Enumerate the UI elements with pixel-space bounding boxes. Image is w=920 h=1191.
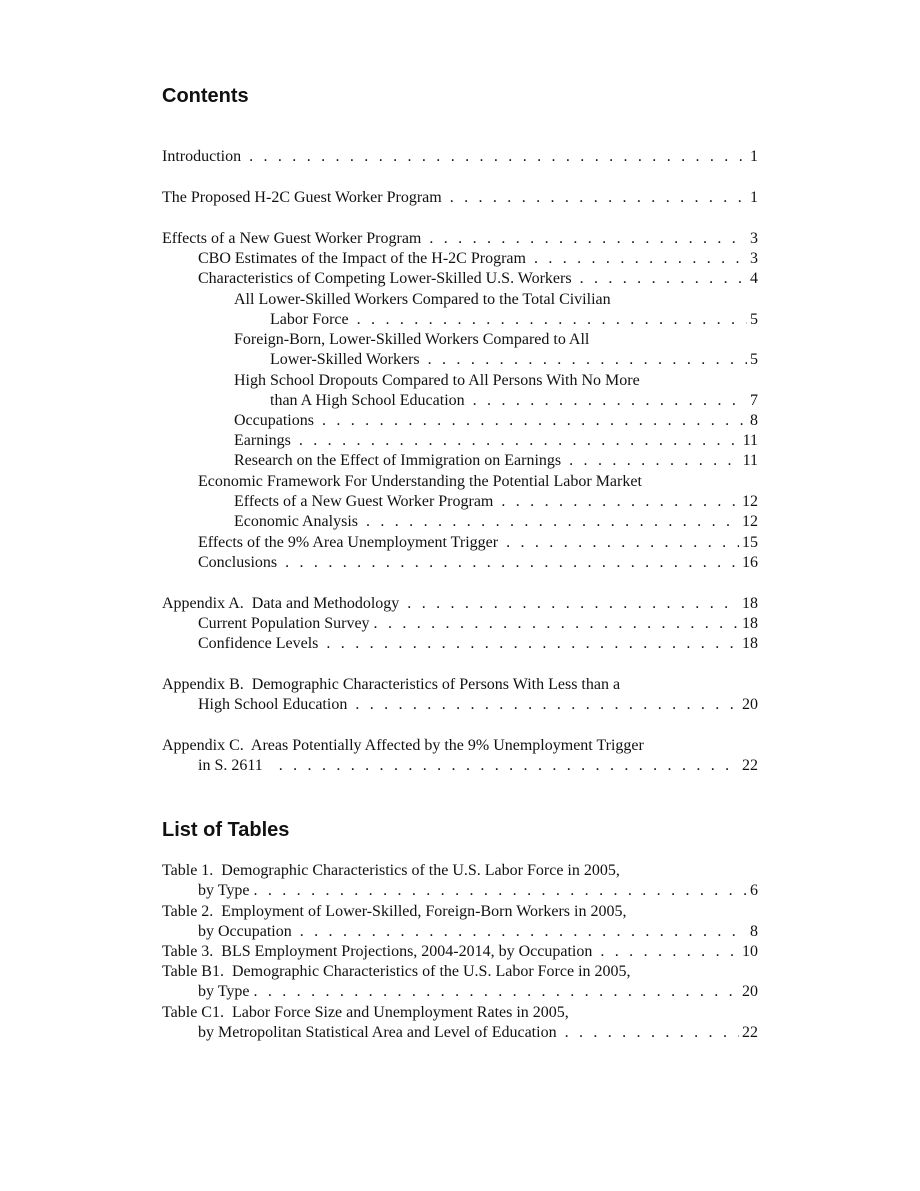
lot-entry-title-line1: Table 2. Employment of Lower-Skilled, Foreign-Born Workers in 2005, [162, 903, 627, 920]
toc-entry-appendix-a[interactable] [162, 594, 758, 614]
lot-entry-page: 22 [742, 1024, 758, 1041]
lot-entry-title: Table 3. BLS Employment Projections, 2004-2014, by Occupation [162, 943, 593, 960]
toc-entry-title-line2: than A High School Education [270, 392, 465, 409]
dot-leader [580, 269, 747, 289]
lot-entry-title-line2: by Occupation [198, 923, 292, 940]
toc-entry-page: 11 [742, 432, 758, 449]
list-of-tables-heading: List of Tables [162, 819, 290, 841]
toc-entry-page: 5 [750, 311, 758, 328]
toc-entry-page: 1 [750, 189, 758, 206]
dot-leader [357, 310, 747, 330]
lot-entry-table-3[interactable] [162, 942, 758, 962]
toc-entry-earnings[interactable] [162, 431, 758, 451]
toc-entry-page: 5 [750, 351, 758, 368]
toc-entry-h2c-program[interactable] [162, 188, 758, 208]
dot-leader [285, 553, 739, 573]
dot-leader [300, 922, 747, 942]
toc-entry-conclusions[interactable] [162, 553, 758, 573]
toc-entry-economic-analysis[interactable] [162, 512, 758, 532]
dot-leader [279, 756, 739, 776]
toc-entry-title: Research on the Effect of Immigration on Earnings [234, 452, 562, 469]
toc-entry-appendix-c[interactable] [162, 736, 758, 776]
dot-leader [428, 350, 747, 370]
toc-entry-title: Effects of a New Guest Worker Program [162, 230, 422, 247]
dot-leader [450, 188, 747, 208]
toc-entry-page: 15 [742, 534, 758, 551]
toc-entry-cbo-estimates[interactable] [162, 249, 758, 269]
lot-entry-table-b1[interactable] [162, 962, 758, 1002]
toc-entry-unemployment-trigger[interactable] [162, 533, 758, 553]
lot-entry-page: 20 [742, 983, 758, 1000]
toc-entry-title: Effects of a New Guest Worker Program [234, 493, 494, 510]
lot-entry-page: 10 [742, 943, 758, 960]
toc-entry-hs-dropouts[interactable] [162, 371, 758, 411]
toc-entry-page: 16 [742, 554, 758, 571]
toc-entry-title: Confidence Levels [198, 635, 319, 652]
toc-entry-page: 18 [742, 635, 758, 652]
toc-entry-title: Characteristics of Competing Lower-Skilled U.S. Workers [198, 270, 572, 287]
dot-leader [534, 249, 747, 269]
dot-leader [326, 634, 739, 654]
toc-entry-title: Economic Analysis [234, 513, 358, 530]
toc-entry-title: Occupations [234, 412, 314, 429]
dot-leader [355, 695, 739, 715]
toc-entry-title-line1: High School Dropouts Compared to All Persons With No More [234, 372, 640, 389]
lot-entry-title-line1: Table B1. Demographic Characteristics of the U.S. Labor Force in 2005, [162, 963, 631, 980]
toc-entry-page: 12 [742, 493, 758, 510]
dot-leader [253, 881, 747, 901]
dot-leader [299, 431, 740, 451]
dot-leader [407, 594, 739, 614]
toc-entry-title-line1: Appendix C. Areas Potentially Affected by the 9% Unemployment Trigger [162, 737, 644, 754]
toc-entry-title-line2: in S. 2611 [198, 757, 263, 774]
toc-entry-page: 11 [742, 452, 758, 469]
toc-entry-effects-guest-worker[interactable] [162, 229, 758, 249]
toc-entry-page: 8 [750, 412, 758, 429]
toc-entry-page: 20 [742, 696, 758, 713]
toc-entry-title: Economic Framework For Understanding the Potential Labor Market [198, 473, 642, 490]
contents-heading: Contents [162, 85, 249, 107]
lot-entry-table-c1[interactable] [162, 1003, 758, 1043]
dot-leader [600, 942, 739, 962]
lot-entry-title-line2: by Type [198, 983, 250, 1000]
toc-entry-title-line2: Labor Force [270, 311, 349, 328]
toc-entry-characteristics[interactable] [162, 269, 758, 289]
toc-entry-page: 18 [742, 595, 758, 612]
dot-leader [506, 533, 739, 553]
dot-leader [253, 982, 739, 1002]
toc-entry-occupations[interactable] [162, 411, 758, 431]
toc-entry-page: 3 [750, 250, 758, 267]
toc-entry-page: 22 [742, 757, 758, 774]
dot-leader [366, 512, 739, 532]
toc-entry-economic-framework[interactable] [162, 472, 758, 492]
lot-entry-page: 6 [750, 882, 758, 899]
toc-entry-cps[interactable] [162, 614, 758, 634]
lot-entry-title-line1: Table C1. Labor Force Size and Unemployment Rates in 2005, [162, 1004, 569, 1021]
toc-entry-page: 7 [750, 392, 758, 409]
lot-entry-title-line2: by Metropolitan Statistical Area and Level of Education [198, 1024, 557, 1041]
lot-entry-title-line1: Table 1. Demographic Characteristics of the U.S. Labor Force in 2005, [162, 862, 620, 879]
toc-entry-title: Effects of the 9% Area Unemployment Trigger [198, 534, 499, 551]
toc-entry-title-line1: Appendix B. Demographic Characteristics of Persons With Less than a [162, 676, 621, 693]
toc-entry-foreign-born[interactable] [162, 330, 758, 370]
dot-leader [569, 451, 739, 471]
toc-entry-confidence-levels[interactable] [162, 634, 758, 654]
lot-entry-title-line2: by Type [198, 882, 250, 899]
toc-entry-title-line2: High School Education [198, 696, 348, 713]
toc-entry-page: 12 [742, 513, 758, 530]
dot-leader [473, 391, 747, 411]
dot-leader [501, 492, 739, 512]
toc-entry-title-line1: All Lower-Skilled Workers Compared to the Total Civilian [234, 291, 611, 308]
lot-entry-table-2[interactable] [162, 902, 758, 942]
toc-entry-page: 4 [750, 270, 758, 287]
lot-entry-page: 8 [750, 923, 758, 940]
toc-entry-effects-new-guest-worker[interactable] [162, 492, 758, 512]
toc-entry-title-line1: Foreign-Born, Lower-Skilled Workers Compared to All [234, 331, 590, 348]
toc-entry-title: CBO Estimates of the Impact of the H-2C Program [198, 250, 526, 267]
toc-entry-title-line2: Lower-Skilled Workers [270, 351, 420, 368]
dot-leader [429, 229, 747, 249]
toc-entry-title: Earnings [234, 432, 291, 449]
dot-leader [374, 614, 739, 634]
toc-entry-title: The Proposed H-2C Guest Worker Program [162, 189, 442, 206]
toc-entry-title: Appendix A. Data and Methodology [162, 595, 400, 612]
toc-entry-all-lower-skilled[interactable] [162, 290, 758, 330]
toc-entry-title: Introduction [162, 148, 242, 165]
toc-entry-title: Conclusions [198, 554, 278, 571]
toc-entry-appendix-b[interactable] [162, 675, 758, 715]
toc-entry-title: Current Population Survey [198, 615, 370, 632]
toc-entry-page: 1 [750, 148, 758, 165]
lot-entry-table-1[interactable] [162, 861, 758, 901]
dot-leader [565, 1023, 739, 1043]
toc-entry-introduction[interactable] [162, 147, 758, 167]
dot-leader [322, 411, 747, 431]
dot-leader [249, 147, 747, 167]
toc-entry-research-immigration[interactable] [162, 451, 758, 471]
toc-entry-page: 18 [742, 615, 758, 632]
toc-entry-page: 3 [750, 230, 758, 247]
